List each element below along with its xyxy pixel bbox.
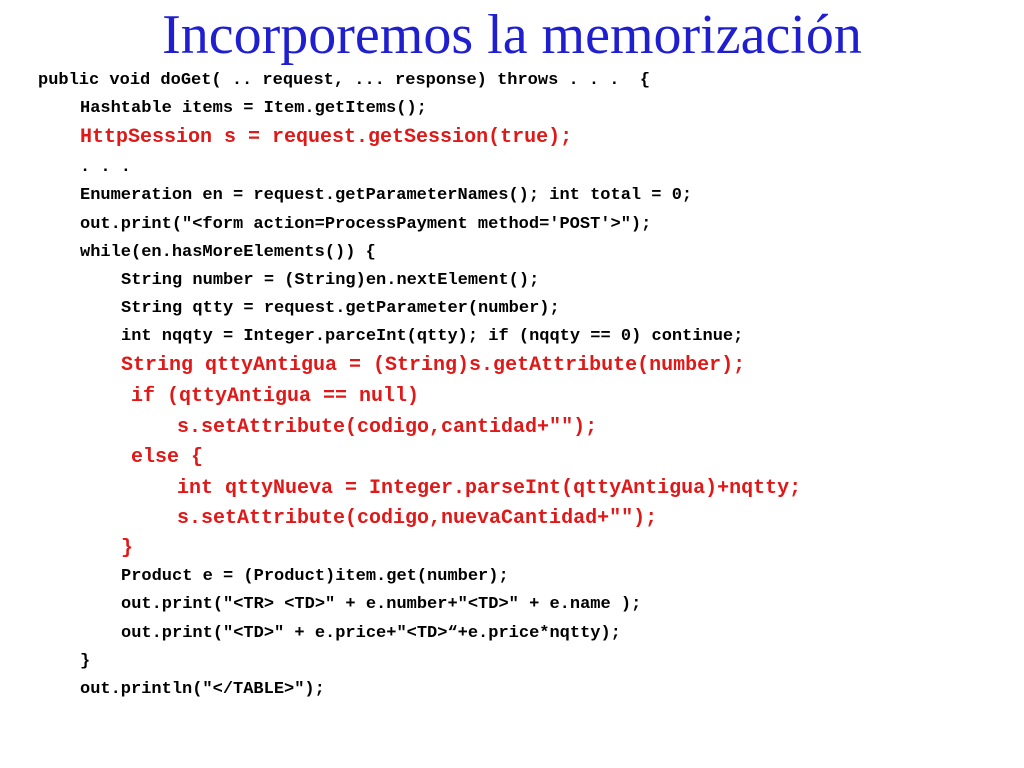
code-line-highlight: s.setAttribute(codigo,cantidad+""); (177, 416, 598, 439)
code-line: out.println("</TABLE>"); (80, 680, 325, 699)
code-line: . . . (80, 158, 132, 177)
code-line: } (80, 652, 91, 671)
code-line-highlight: } (121, 537, 134, 560)
code-line: out.print("<TD>" + e.price+"<TD>“+e.price*nqtty); (121, 624, 621, 643)
code-line: String number = (String)en.nextElement(); (121, 271, 540, 290)
code-line: out.print("<TR> <TD>" + e.number+"<TD>" + e.name ); (121, 595, 642, 614)
code-line-highlight: HttpSession s = request.getSession(true); (80, 126, 573, 149)
code-line-highlight: int qttyNueva = Integer.parseInt(qttyAntigua)+nqtty; (177, 477, 802, 500)
code-line: String qtty = request.getParameter(number); (121, 299, 560, 318)
code-line-highlight: s.setAttribute(codigo,nuevaCantidad+""); (177, 507, 658, 530)
code-line: int nqqty = Integer.parceInt(qtty); if (nqqty == 0) continue; (121, 327, 744, 346)
code-line-highlight: else { (131, 446, 204, 469)
code-line: out.print("<form action=ProcessPayment method='POST'>"); (80, 215, 652, 234)
code-line-highlight: if (qttyAntigua == null) (131, 385, 420, 408)
code-line: public void doGet( .. request, ... response) throws . . . { (38, 71, 651, 90)
code-line: while(en.hasMoreElements()) { (80, 243, 376, 262)
code-line: Hashtable items = Item.getItems(); (80, 99, 427, 118)
code-line: Enumeration en = request.getParameterNames(); int total = 0; (80, 186, 693, 205)
slide-title: Incorporemos la memorización (162, 4, 862, 66)
code-line: Product e = (Product)item.get(number); (121, 567, 509, 586)
code-line-highlight: String qttyAntigua = (String)s.getAttribute(number); (121, 354, 746, 377)
